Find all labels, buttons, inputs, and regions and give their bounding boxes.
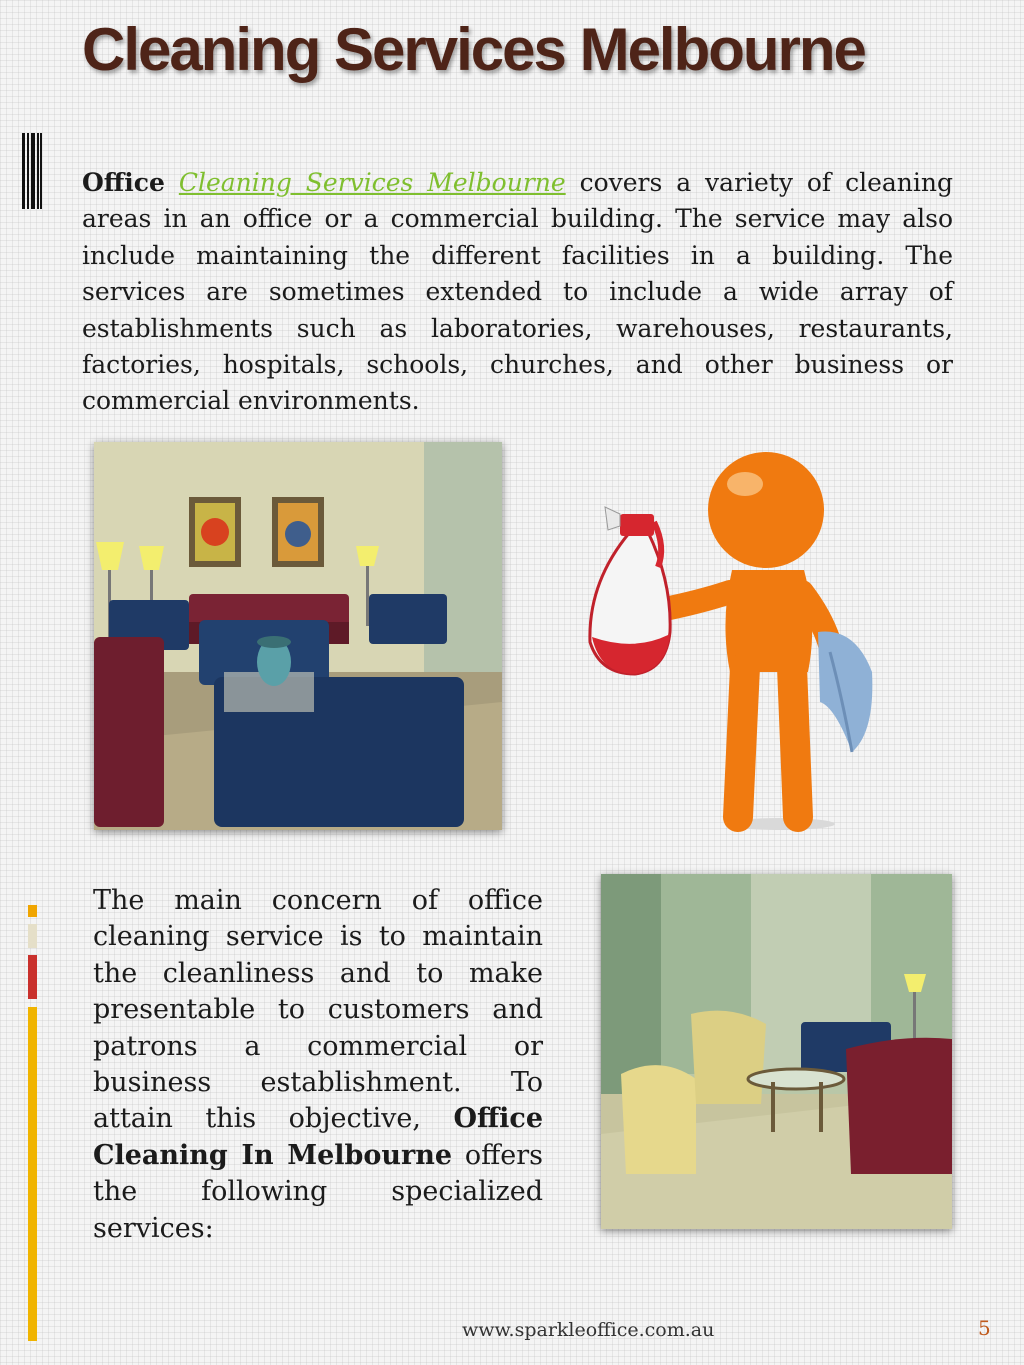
cleaning-person-figure [580, 452, 880, 832]
intro-paragraph [82, 165, 953, 420]
office-lobby-photo [601, 874, 952, 1229]
accent-bar-orange-top [28, 905, 37, 917]
accent-bar-orange [28, 1007, 37, 1341]
page-number: 5 [978, 1316, 991, 1340]
concern-bold-text: Office Cleaning In Melbourne [93, 1103, 543, 1171]
intro-body-text: covers a variety of cleaning areas in an office or a commercial building. The service may also include maintaining the different facilities in a building. The services are sometimes extended to include a wide array of establishments such as laboratories, warehouses, restaurants, factories, hospitals, schools, churches, and other business or commercial environments. [82, 168, 953, 416]
accent-bar-red [28, 955, 37, 999]
page-title: Cleaning Services Melbourne [82, 16, 865, 83]
accent-bar-beige [28, 924, 37, 948]
concern-paragraph [93, 883, 543, 1247]
office-lounge-photo [94, 442, 502, 830]
cleaning-services-link[interactable]: Cleaning Services Melbourne [178, 168, 566, 197]
intro-lead-word: Office [82, 168, 165, 197]
footer-url: www.sparkleoffice.com.au [462, 1319, 715, 1341]
barcode-decoration [22, 133, 42, 209]
concern-text: The main concern of office cleaning service is to maintain the cleanliness and to make presentable to customers and patrons a commercial or business establishment. To attain this objective, [93, 885, 543, 1135]
concern-text-end: offers the following specialized services: [93, 1139, 544, 1244]
